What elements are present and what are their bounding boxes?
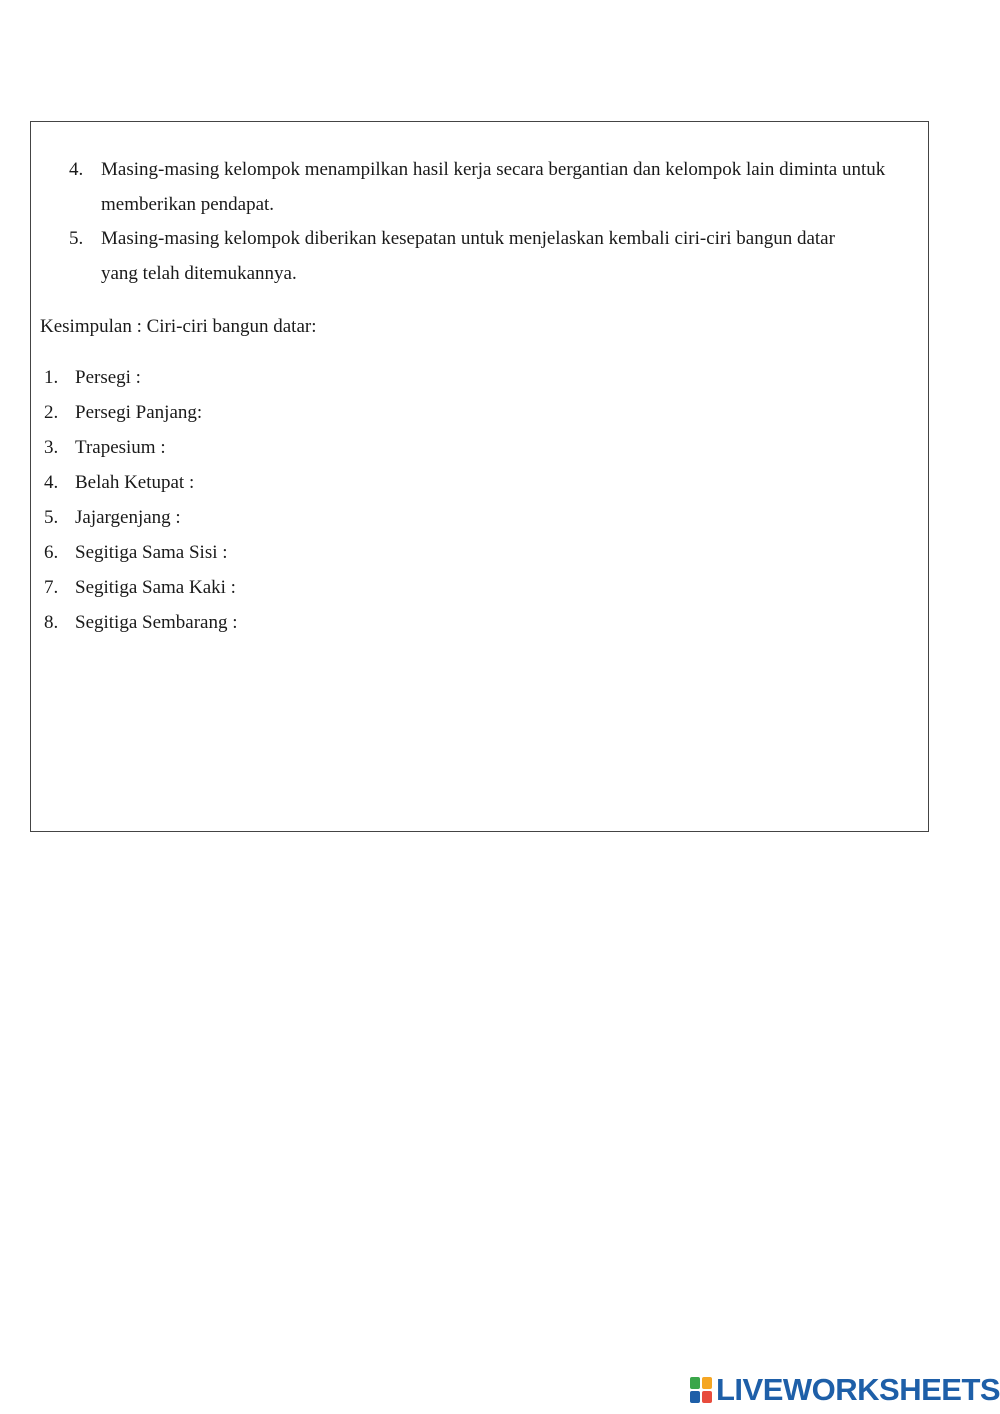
list-item-number: 7.	[44, 577, 59, 598]
list-item-label: Persegi :	[75, 367, 141, 388]
logo-square-icon	[702, 1391, 712, 1403]
list-item-label: Segitiga Sama Kaki :	[75, 577, 236, 598]
step-text: Masing-masing kelompok diberikan kesepatan untuk menjelaskan kembali ciri-ciri bangun datar yang telah ditemukannya.	[101, 228, 835, 284]
list-item-label: Segitiga Sembarang :	[75, 612, 238, 633]
logo-square-icon	[702, 1377, 712, 1389]
liveworksheets-logo-icon	[690, 1377, 712, 1403]
list-item-number: 8.	[44, 612, 59, 633]
step-number: 4.	[69, 159, 84, 180]
conclusion-heading: Kesimpulan : Ciri-ciri bangun datar:	[40, 316, 317, 337]
list-item-number: 1.	[44, 367, 59, 388]
liveworksheets-brand	[690, 1372, 1000, 1408]
list-item-label: Jajargenjang :	[75, 507, 181, 528]
list-item-label: Belah Ketupat :	[75, 472, 195, 493]
list-item-label: Trapesium :	[75, 437, 166, 458]
list-item-label: Segitiga Sama Sisi :	[75, 542, 228, 563]
list-item-number: 6.	[44, 542, 59, 563]
list-item-number: 5.	[44, 507, 59, 528]
logo-square-icon	[690, 1377, 700, 1389]
list-item-number: 4.	[44, 472, 59, 493]
step-text: Masing-masing kelompok menampilkan hasil kerja secara bergantian dan kelompok lain diminta untuk memberikan pendapat.	[101, 159, 886, 215]
list-item-number: 2.	[44, 402, 59, 423]
logo-square-icon	[690, 1391, 700, 1403]
worksheet-frame	[30, 121, 929, 832]
list-item-number: 3.	[44, 437, 59, 458]
list-item-label: Persegi Panjang:	[75, 402, 203, 423]
step-number: 5.	[69, 228, 84, 249]
brand-name: LIVEWORKSHEETS	[716, 1372, 1000, 1407]
